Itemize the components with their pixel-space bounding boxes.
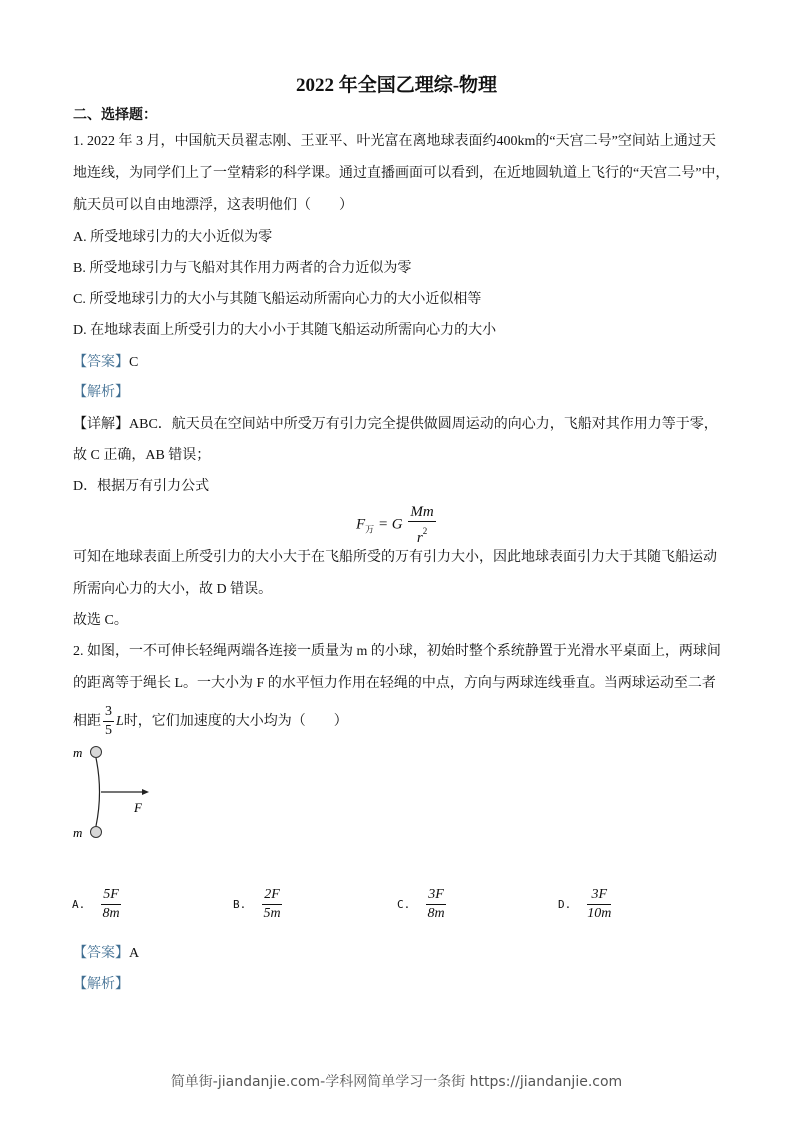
ball-bottom-icon: [91, 827, 102, 838]
svg-text:F: F: [134, 800, 142, 815]
q1-detail-line-2: 故 C 正确，AB 错误；: [73, 448, 211, 463]
answer-label: 【答案】: [73, 355, 129, 370]
q2-option-b: B. $\frac{2F}{5m}$: [233, 887, 281, 921]
ball-top-icon: [91, 747, 102, 758]
q2-stem-line-1: 2. 如图，一不可伸长轻绳两端各连接一质量为 m 的小球，初始时整个系统静置于光滑水平桌面上，两球间: [73, 644, 721, 659]
svg-text:m: m: [73, 825, 83, 840]
q1-option-c: C. 所受地球引力的大小与其随飞船运动所需向心力的大小近似相等: [73, 292, 482, 307]
q1-option-a: A. 所受地球引力的大小近似为零: [73, 230, 273, 245]
q1-detail-line-3: D．根据万有引力公式: [73, 479, 210, 494]
q1-answer: [73, 353, 138, 373]
q1-after-line-1: 可知在地球表面上所受引力的大小大于在飞船所受的万有引力大小，因此地球表面引力大于其随飞船运动: [73, 550, 717, 565]
rope-line: [96, 758, 100, 826]
q1-option-b: B. 所受地球引力与飞船对其作用力两者的合力近似为零: [73, 261, 412, 276]
section-heading: 二、选择题：: [73, 108, 157, 123]
q2-analysis-label: 【解析】: [73, 977, 129, 992]
q1-stem-line-3: 航天员可以自由地漂浮，这表明他们（ ）: [73, 198, 353, 213]
q2-option-c: C. $\frac{3F}{8m}$: [397, 887, 445, 921]
svg-text:m: m: [73, 745, 83, 760]
q1-after-line-3: 故选 C。: [73, 613, 128, 628]
q1-after-line-2: 所需向心力的大小，故 D 错误。: [73, 582, 273, 597]
q1-stem-line-1: 1. 2022 年 3 月，中国航天员翟志刚、王亚平、叶光富在离地球表面约400km的“天宫二号”空间站上通过天: [73, 134, 716, 149]
q1-option-d: D. 在地球表面上所受引力的大小小于其随飞船运动所需向心力的大小: [73, 323, 497, 338]
footer-watermark: 简单街-jiandanjie.com-学科网简单学习一条街 https://jiandanjie.com: [170, 1074, 623, 1090]
rope-masses-diagram: [70, 740, 160, 850]
formula-fraction: $\frac{Mm}{r^2}$: [410, 504, 434, 546]
q2-stem-line-2: 的距离等于绳长 L。一大小为 F 的水平恒力作用在轻绳的中点，方向与两球连线垂直。当两球运动至二者: [73, 676, 716, 691]
q2-stem-line-3: 相距 $\frac{3}{5}$ L时，它们加速度的大小均为（ ）: [73, 704, 348, 739]
answer-value: C: [129, 355, 139, 370]
gravitation-formula: $F_万 = G$ $\frac{Mm}{r^2}$: [356, 504, 434, 546]
q1-analysis-label: 【解析】: [73, 385, 129, 400]
detail-label: 【详解】: [73, 417, 129, 432]
q1-detail-line-1: 【详解】ABC．航天员在空间站中所受万有引力完全提供做圆周运动的向心力，飞船对其作用力等于零，: [73, 417, 718, 432]
q1-stem-line-2: 地连线，为同学们上了一堂精彩的科学课。通过直播画面可以看到，在近地圆轨道上飞行的“天宫二号”中，: [73, 166, 730, 181]
page-title: 2022 年全国乙理综-物理: [295, 75, 498, 96]
q2-option-a: A. $\frac{5F}{8m}$: [72, 887, 120, 921]
q2-answer: [73, 944, 139, 964]
q2-option-d: D. $\frac{3F}{10m}$: [558, 887, 612, 921]
answer-value: A: [129, 946, 140, 961]
answer-label: 【答案】: [73, 946, 129, 961]
